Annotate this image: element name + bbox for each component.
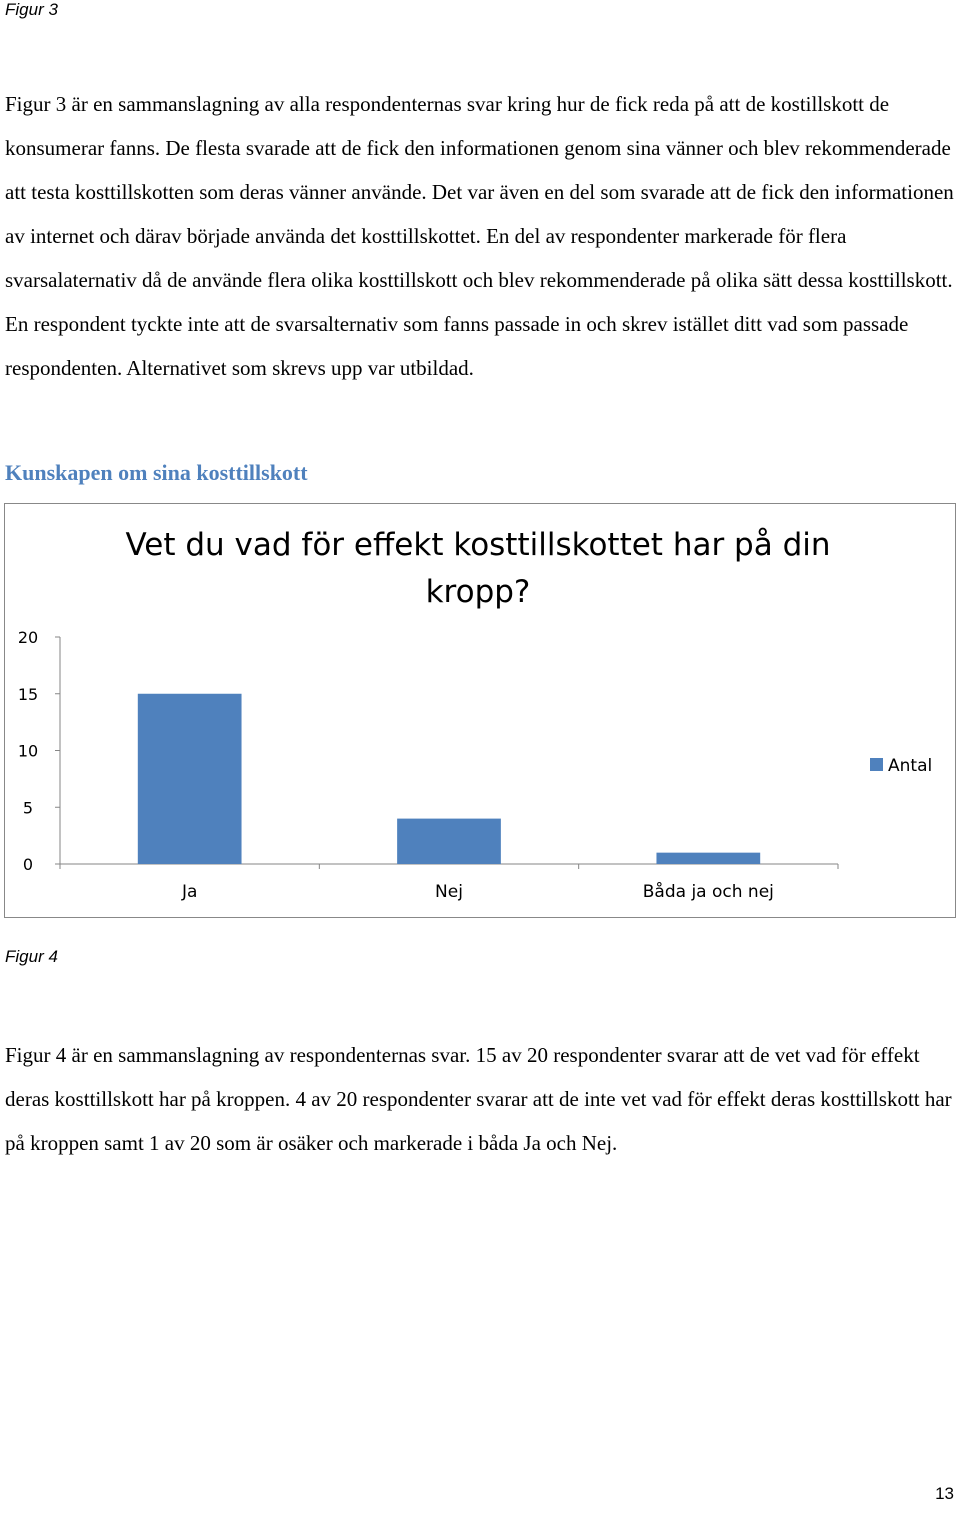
y-tick-label: 10 [17,741,39,761]
figure-3-caption: Figur 3 [5,0,58,19]
y-tick-label: 5 [22,798,34,818]
bar-b-da-ja-och-nej [656,853,760,864]
bar-chart [4,503,956,918]
page-number: 13 [935,1484,954,1503]
paragraph-figure-4: Figur 4 är en sammanslagning av respondenternas svar. 15 av 20 respondenter svarar att de vet vad för effekt deras kosttillskott har på kroppen. 4 av 20 respondenter svarar att de inte vet vad för effekt deras kosttillskott har på kroppen samt 1 av 20 som är osäker och markerade i båda Ja och Nej. [5,1043,952,1155]
figure-4-caption: Figur 4 [5,947,58,966]
section-heading: Kunskapen om sina kosttillskott [5,460,308,485]
bar-ja [138,694,242,864]
legend-label: Antal [888,756,933,776]
chart-title-line-1: Vet du vad för effekt kosttillskottet har på din [125,527,831,563]
paragraph-figure-3: Figur 3 är en sammanslagning av alla respondenternas svar kring hur de fick reda på att de kostillskott de konsumerar fanns. De flesta svarade att de fick den informationen genom sina vänner och blev rekommenderade att testa kosttillskotten som deras vänner använde. Det var även en del som svarade att de fick den informationen av internet och därav började använda det kosttillskottet. En del av respondenter markerade för flera svarsalaternativ då de använde flera olika kosttillskott och blev rekommenderade på olika sätt dessa kosttillskott. En respondent tyckte inte att de svarsalternativ som fanns passade in och skrev istället ditt vad som passade respondenten. Alternativet som skrevs upp var utbildad. [5,92,954,380]
x-tick-label: Båda ja och nej [642,882,774,902]
y-tick-label: 0 [22,855,34,874]
bar-nej [397,819,501,864]
y-tick-label: 20 [17,628,39,647]
x-tick-label: Ja [181,882,198,902]
y-tick-label: 15 [17,684,39,704]
chart-title-line-2: kropp? [425,574,531,610]
x-tick-label: Nej [435,882,463,902]
legend-swatch [870,758,883,771]
